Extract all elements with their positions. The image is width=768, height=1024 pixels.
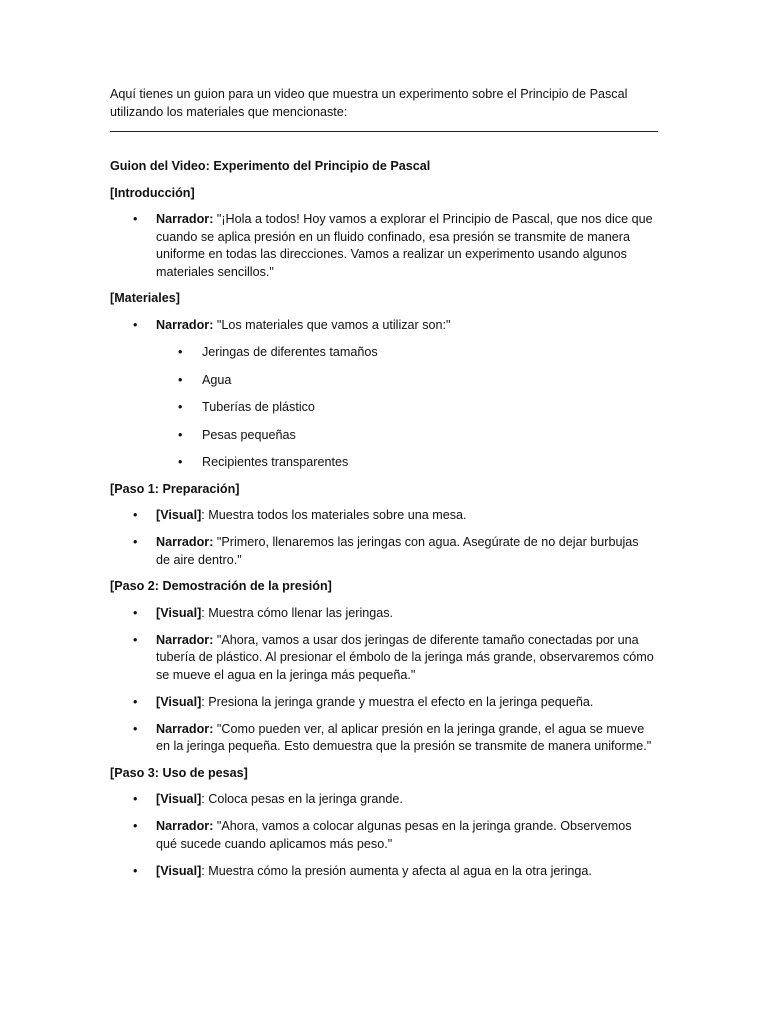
bullet-icon: • bbox=[178, 427, 183, 442]
bullet-icon: • bbox=[178, 372, 183, 387]
material-item bbox=[156, 399, 656, 417]
item-label: Narrador: bbox=[156, 632, 214, 647]
item-label: [Visual] bbox=[156, 508, 202, 522]
bullet-icon: • bbox=[133, 632, 138, 647]
item-label: Narrador: bbox=[156, 317, 214, 332]
list-item bbox=[110, 507, 656, 525]
item-label: Narrador: bbox=[156, 721, 214, 736]
list-item bbox=[110, 721, 656, 756]
bullet-icon: • bbox=[133, 508, 138, 522]
intro-paragraph: Aquí tienes un guion para un video que muestra un experimento sobre el Principio de Pascal utilizando los materiales que mencionaste: bbox=[110, 87, 628, 119]
section-heading-paso-3: [Paso 3: Uso de pesas] bbox=[110, 765, 248, 780]
item-text: : Muestra cómo llenar las jeringas. bbox=[201, 605, 394, 620]
item-label: Narrador: bbox=[156, 535, 214, 549]
item-text: : Muestra cómo la presión aumenta y afecta al agua en la otra jeringa. bbox=[201, 863, 592, 878]
item-text: : Coloca pesas en la jeringa grande. bbox=[201, 792, 403, 806]
item-label: Narrador: bbox=[156, 819, 214, 833]
item-label: [Visual] bbox=[156, 863, 202, 878]
bullet-icon: • bbox=[178, 400, 183, 414]
bullet-icon: • bbox=[178, 345, 183, 359]
section-list-paso-2 bbox=[110, 605, 658, 756]
item-text: "Primero, llenaremos las jeringas con agua. Asegúrate de no dejar burbujas de aire dentro." bbox=[156, 535, 639, 567]
material-text: Jeringas de diferentes tamaños bbox=[202, 345, 378, 359]
section-list-materiales bbox=[110, 317, 658, 472]
section-list-introduccion bbox=[110, 211, 658, 281]
item-text: "Ahora, vamos a usar dos jeringas de diferente tamaño conectadas por una tubería de plástico. Al presionar el émbolo de la jeringa más grande, observaremos cómo se mueve el agua en la jeringa más pequeña." bbox=[156, 632, 654, 682]
material-item bbox=[156, 344, 656, 362]
bullet-icon: • bbox=[133, 792, 138, 806]
bullet-icon: • bbox=[133, 863, 138, 878]
list-item bbox=[110, 211, 656, 281]
section-list-paso-3 bbox=[110, 791, 658, 880]
material-text: Agua bbox=[202, 372, 232, 387]
item-text: : Presiona la jeringa grande y muestra el efecto en la jeringa pequeña. bbox=[201, 694, 594, 709]
item-label: Narrador: bbox=[156, 212, 214, 226]
material-text: Recipientes transparentes bbox=[202, 455, 349, 469]
list-item bbox=[110, 605, 656, 623]
item-text: "Ahora, vamos a colocar algunas pesas en la jeringa grande. Observemos qué sucede cuando aplicamos más peso." bbox=[156, 819, 632, 851]
list-item bbox=[110, 694, 656, 712]
list-item bbox=[110, 791, 656, 809]
item-text: : Muestra todos los materiales sobre una mesa. bbox=[201, 508, 467, 522]
material-text: Pesas pequeñas bbox=[202, 427, 296, 442]
bullet-icon: • bbox=[133, 317, 138, 332]
item-label: [Visual] bbox=[156, 605, 202, 620]
material-text: Tuberías de plástico bbox=[202, 400, 315, 414]
bullet-icon: • bbox=[133, 535, 138, 549]
section-heading-paso-2: [Paso 2: Demostración de la presión] bbox=[110, 579, 332, 593]
bullet-icon: • bbox=[133, 721, 138, 736]
list-item bbox=[110, 534, 656, 569]
bullet-icon: • bbox=[178, 455, 183, 469]
item-label: [Visual] bbox=[156, 792, 202, 806]
section-heading-paso-1: [Paso 1: Preparación] bbox=[110, 481, 240, 496]
section-list-paso-1 bbox=[110, 507, 658, 569]
horizontal-rule bbox=[110, 131, 658, 132]
material-item bbox=[156, 427, 656, 445]
section-heading-introduccion: [Introducción] bbox=[110, 185, 195, 200]
material-item bbox=[156, 372, 656, 390]
bullet-icon: • bbox=[133, 694, 138, 709]
materials-sublist bbox=[156, 344, 656, 472]
item-text: "Como pueden ver, al aplicar presión en la jeringa grande, el agua se mueve en la jeringa pequeña. Esto demuestra que la presión se transmite de manera uniforme." bbox=[156, 721, 652, 753]
list-item bbox=[110, 818, 656, 853]
item-text: "¡Hola a todos! Hoy vamos a explorar el Principio de Pascal, que nos dice que cuando se aplica presión en un fluido confinado, esa presión se transmite de manera uniforme en todas las direcciones. Vamos a realizar un experimento usando algunos materiales sencillos." bbox=[156, 212, 653, 279]
document-title: Guion del Video: Experimento del Principio de Pascal bbox=[110, 159, 431, 173]
bullet-icon: • bbox=[133, 819, 138, 833]
bullet-icon: • bbox=[133, 212, 138, 226]
list-item bbox=[110, 317, 656, 472]
material-item bbox=[156, 454, 656, 472]
list-item bbox=[110, 863, 656, 881]
bullet-icon: • bbox=[133, 605, 138, 620]
section-heading-materiales: [Materiales] bbox=[110, 291, 180, 305]
item-text: "Los materiales que vamos a utilizar son:" bbox=[213, 317, 451, 332]
item-label: [Visual] bbox=[156, 694, 202, 709]
list-item bbox=[110, 632, 656, 685]
